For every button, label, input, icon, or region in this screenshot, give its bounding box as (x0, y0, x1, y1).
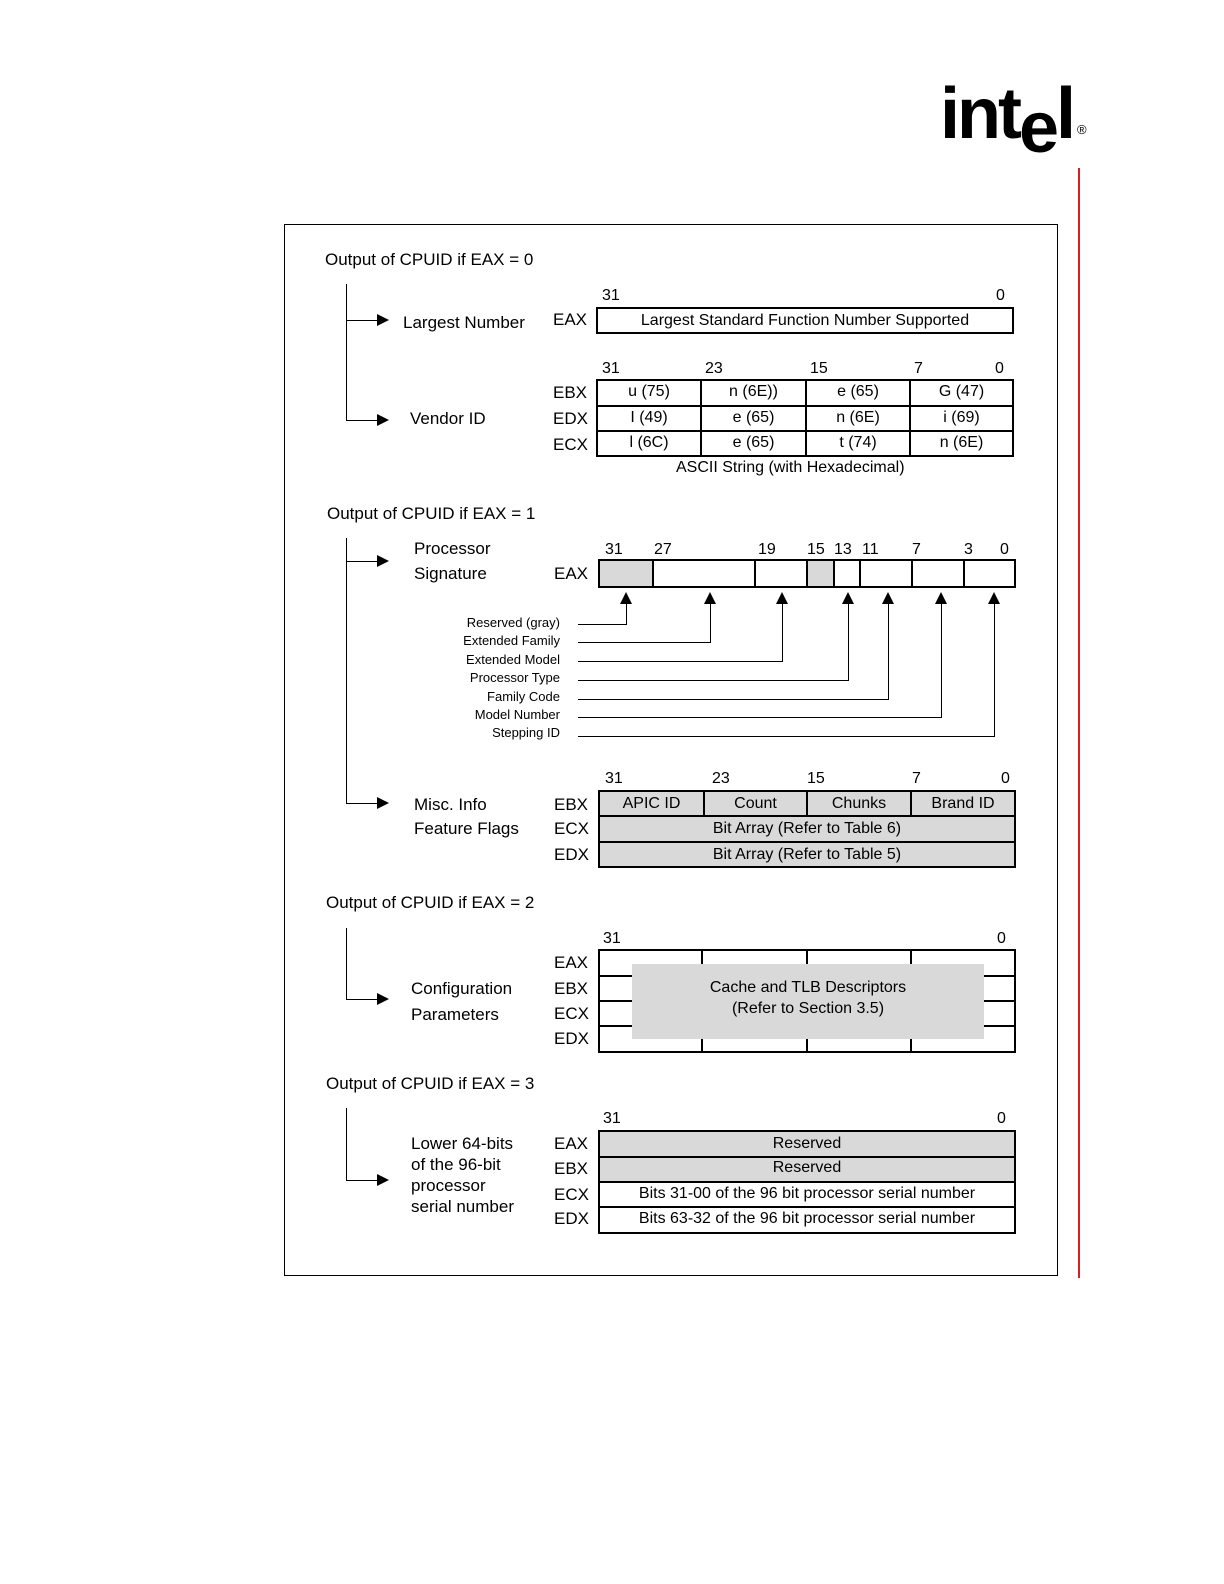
register-label: EAX (554, 1134, 589, 1153)
vendor-cell: G (47) (938, 383, 985, 400)
connector-signature (346, 561, 378, 562)
label-feature-flags: Feature Flags (414, 819, 519, 838)
field-label-family-code: Family Code (487, 689, 560, 704)
bit-label: 7 (912, 770, 921, 787)
ebx-field-apic-id: APIC ID (622, 795, 681, 812)
register-label: ECX (553, 435, 588, 454)
register-label: EBX (554, 1159, 589, 1178)
field-divider (806, 559, 808, 588)
field-divider (754, 559, 756, 588)
logo-text-l: l (1056, 74, 1074, 154)
leader-line (848, 600, 849, 681)
label-lower-64-bits: Lower 64-bits (411, 1134, 514, 1153)
section-title-eax2: Output of CPUID if EAX = 2 (326, 893, 535, 912)
ebx-field-count: Count (734, 795, 777, 812)
leader-line (941, 600, 942, 718)
intel-logo (940, 74, 1084, 170)
field-divider (963, 559, 965, 588)
field-divider (833, 559, 835, 588)
field-label-model-number: Model Number (474, 707, 560, 722)
leader-line (710, 600, 711, 643)
serial-row-edx: Bits 63-32 of the 96 bit processor serial number (638, 1210, 976, 1227)
bit-label: 3 (964, 541, 973, 558)
leader-line (888, 600, 889, 700)
register-label: ECX (554, 1185, 589, 1204)
arrow-config-icon (377, 993, 389, 1005)
vendor-cell: u (75) (628, 383, 670, 400)
label-largest-number: Largest Number (403, 313, 525, 332)
logo-registered-mark: ® (1077, 122, 1084, 137)
grid-divider (598, 841, 1016, 843)
grid-divider (598, 1206, 1016, 1208)
bit-label: 13 (834, 541, 852, 558)
arrow-up-icon (882, 592, 894, 604)
leader-line (578, 736, 995, 737)
bit-label: 7 (912, 541, 921, 558)
edx-feature-flags: Bit Array (Refer to Table 5) (712, 846, 902, 863)
bit-label: 31 (605, 770, 623, 787)
bit-label: 31 (602, 360, 620, 377)
arrow-up-icon (620, 592, 632, 604)
register-label: EAX (554, 953, 589, 972)
connector-vertical-eax2 (346, 928, 347, 1000)
bit-label: 23 (712, 770, 730, 787)
bit-label: 0 (995, 360, 1004, 377)
vendor-cell: e (65) (732, 409, 775, 426)
arrow-serial-icon (377, 1174, 389, 1186)
arrow-up-icon (935, 592, 947, 604)
eax0-eax-field: Largest Standard Function Number Supported (596, 307, 1014, 334)
leader-line (578, 624, 626, 625)
bit-label: 15 (810, 360, 828, 377)
bit-label: 11 (862, 541, 879, 558)
register-label: EBX (553, 383, 588, 402)
vendor-cell: l (6C) (629, 434, 669, 451)
bit-label: 0 (997, 1110, 1006, 1127)
register-label: EDX (554, 1209, 589, 1228)
register-label-eax: EAX (553, 310, 588, 329)
bit-label: 31 (603, 1110, 621, 1127)
serial-row-eax: Reserved (772, 1135, 842, 1152)
label-processor: processor (411, 1176, 486, 1195)
connector-vertical-eax3 (346, 1108, 347, 1181)
serial-row-ecx: Bits 31-00 of the 96 bit processor serial number (638, 1185, 976, 1202)
vendor-cell: t (74) (839, 434, 877, 451)
register-label: ECX (554, 819, 589, 838)
bit-label: 19 (758, 541, 776, 558)
ebx-field-chunks: Chunks (831, 795, 887, 812)
register-label: EDX (554, 845, 589, 864)
vendor-cell: n (6E) (836, 409, 880, 426)
vendor-cell: I (49) (630, 409, 668, 426)
leader-line (578, 717, 942, 718)
arrow-up-icon (988, 592, 1000, 604)
leader-line (578, 699, 889, 700)
label-configuration: Configuration (411, 979, 513, 998)
bit-label: 7 (914, 360, 923, 377)
arrow-up-icon (776, 592, 788, 604)
leader-line (578, 680, 849, 681)
vendor-cell: e (65) (837, 383, 879, 400)
bit-label: 0 (996, 287, 1005, 304)
leader-line (994, 600, 995, 737)
vendor-cell: n (6E)) (729, 383, 778, 400)
field-label-stepping-id: Stepping ID (492, 725, 560, 740)
section-title-eax0: Output of CPUID if EAX = 0 (325, 250, 534, 269)
register-label-eax: EAX (554, 564, 589, 583)
bit-label: 0 (1001, 770, 1010, 787)
register-label: ECX (554, 1004, 589, 1023)
field-divider (859, 559, 861, 588)
bit-label: 31 (605, 541, 623, 558)
leader-line (782, 600, 783, 662)
field-label-extended-family: Extended Family (463, 633, 560, 648)
register-label: EDX (554, 1029, 589, 1048)
margin-red-rule (1078, 168, 1080, 1278)
register-label: EDX (553, 409, 588, 428)
bit-label: 15 (807, 770, 825, 787)
label-misc-info: Misc. Info (414, 795, 487, 814)
connector-serial (346, 1180, 378, 1181)
connector-misc (346, 803, 378, 804)
bit-label: 31 (603, 930, 621, 947)
bit-label: 23 (705, 360, 723, 377)
section-title-eax3: Output of CPUID if EAX = 3 (326, 1074, 535, 1093)
field-divider (652, 559, 654, 588)
label-processor: Processor (414, 539, 491, 558)
label-serial-number: serial number (411, 1197, 514, 1216)
grid-divider (598, 1181, 1016, 1183)
connector-vertical-eax1 (346, 538, 347, 804)
vendor-cell: n (6E) (939, 434, 984, 451)
field-label-processor-type: Processor Type (469, 670, 560, 685)
connector-config (346, 999, 378, 1000)
arrow-signature-icon (377, 555, 389, 567)
ebx-field-brand-id: Brand ID (931, 795, 995, 812)
arrow-misc-icon (377, 797, 389, 809)
vendor-cell: i (69) (943, 409, 980, 426)
leader-line (578, 661, 783, 662)
bit-label: 0 (997, 930, 1006, 947)
label-of-the-96-bit: of the 96-bit (411, 1155, 501, 1174)
leader-line (578, 642, 711, 643)
logo-text-int: int (940, 74, 1019, 154)
label-vendor-id: Vendor ID (410, 409, 486, 428)
ascii-caption: ASCII String (with Hexadecimal) (676, 459, 905, 476)
arrow-up-icon (842, 592, 854, 604)
field-label-reserved: Reserved (gray) (466, 615, 560, 630)
connector-largest (346, 320, 378, 321)
register-label: EBX (554, 979, 589, 998)
section-title-eax1: Output of CPUID if EAX = 1 (327, 504, 536, 523)
ecx-feature-flags: Bit Array (Refer to Table 6) (712, 820, 902, 837)
label-signature: Signature (414, 564, 487, 583)
serial-row-ebx: Reserved (772, 1159, 842, 1176)
arrow-vendor-icon (377, 414, 389, 426)
vendor-cell: e (65) (732, 434, 775, 451)
field-divider (911, 559, 913, 588)
register-label: EBX (554, 795, 589, 814)
arrow-up-icon (704, 592, 716, 604)
bit-label: 15 (807, 541, 825, 558)
field-label-extended-model: Extended Model (466, 652, 560, 667)
arrow-largest-icon (377, 314, 389, 326)
connector-vendor (346, 420, 378, 421)
label-parameters: Parameters (411, 1005, 499, 1024)
bit-label: 31 (602, 287, 620, 304)
bit-label: 0 (1000, 541, 1009, 558)
descriptor-text-1: Cache and TLB Descriptors (709, 979, 907, 996)
descriptor-text-2: (Refer to Section 3.5) (731, 1000, 885, 1017)
bit-label: 27 (654, 541, 672, 558)
logo-text-e: e (1018, 88, 1057, 168)
connector-vertical-eax0 (346, 284, 347, 421)
